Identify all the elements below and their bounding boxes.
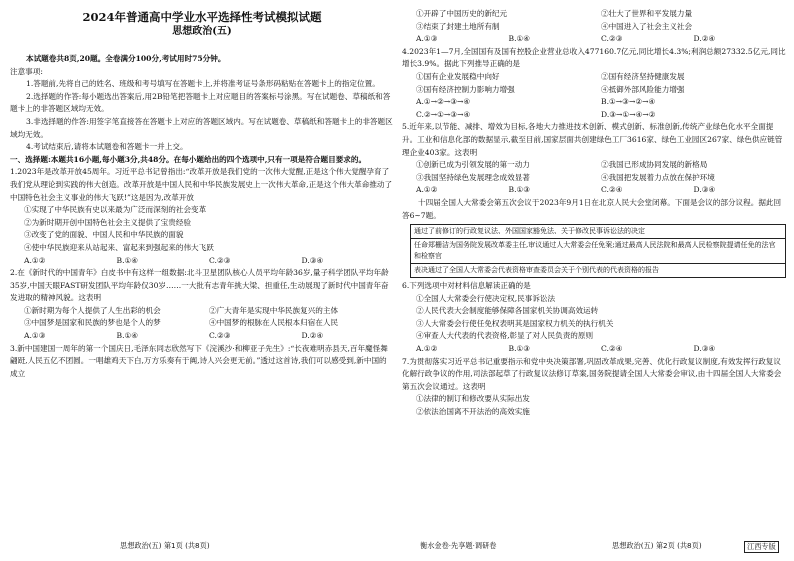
q4-choices-row: [402, 109, 786, 122]
q2-option: ③中国梦是国家和民族的梦也是个人的梦: [24, 318, 161, 328]
choice-a: A.①②: [416, 344, 438, 354]
question-3-stem: 3.新中国建国一周年的第一个国庆日,毛泽东同志欣然写下《浣溪沙·和柳亚子先生》:“长夜难明赤县天,百年魔怪舞翩跹,人民五亿不团圆。一唱雄鸡天下白,万方乐奏有于阗,诗人兴会更无前。”透过这首诗,我们可以感受到,新中国的成立: [10, 343, 388, 378]
choice-a: A.①→②→③→④: [416, 97, 471, 107]
q4-option: ④抵御外部风险能力增强: [601, 84, 685, 94]
q3-option: ②壮大了世界和平发展力量: [601, 9, 693, 18]
q5-option: ①创新已成为引领发展的第一动力: [416, 160, 530, 170]
q6-option: ③人大常委会行使任免权表明其是国家权力机关的执行机关: [416, 318, 614, 328]
q1-choices: [10, 255, 394, 268]
choice-b: B.①④: [116, 331, 139, 341]
choice-c: C.②③: [209, 255, 231, 265]
q1-option: ③改变了党的面貌、中国人民和中华民族的面貌: [24, 230, 184, 240]
choice-b: B.①④: [508, 34, 531, 44]
choice-d: D.③→①→④→②: [601, 109, 656, 119]
choice-c: C.②④: [601, 185, 623, 195]
question-7-stem: 7.为贯彻落实习近平总书记重要指示和党中央决策部署,巩固改革成果,完善、优化行政复议制度,有效发挥行政复议化解行政争议的作用,司法部起草了行政复议法修订草案,国务院提请全国人大常委会审议,由十四届全国人大常委会第五次会议通过。这表明: [402, 356, 782, 391]
choice-c: C.②④: [601, 344, 623, 354]
q2-option: ②广大青年是实现中华民族复兴的主体: [209, 305, 339, 315]
agenda-row: 表决通过了全国人大常委会代表资格审查委员会关于个别代表的代表资格的报告: [414, 266, 659, 275]
choice-a: A.①③: [416, 34, 438, 44]
material-intro: 十四届全国人大常委会第五次会议于2023年9月1日在北京人民大会堂闭幕。下面是会议的部分议程。据此回答6~7题。: [402, 197, 782, 220]
footer-edition-tag: 江西专版: [744, 541, 779, 553]
q2-option: ①新时期为每个人提供了人生出彩的机会: [24, 305, 161, 315]
footer-page-right: 思想政治(五) 第2页 (共8页): [612, 541, 702, 550]
agenda-row: 任命郑栅洁为国务院发展改革委主任,审议通过人大常委会任免案;通过最高人民法院和最高人民检察院提请任免的法官和检察官: [411, 239, 785, 264]
exam-subtitle: 思想政治(五): [172, 26, 232, 37]
q5-option: ③我国坚持绿色发展理念成效显著: [416, 172, 530, 182]
choice-b: B.①③: [508, 185, 531, 195]
choice-c: C.②③: [601, 34, 623, 44]
question-2-stem: 2.在《新时代的中国青年》白皮书中有这样一组数据:北斗卫星团队核心人员平均年龄36岁,量子科学团队平均年龄35岁,中国天眼FAST研发团队平均年龄仅30岁……一大批有志青年挑大梁、担重任,生动展现了新时代中国青年奋发进取的精神风貌。这表明: [10, 268, 389, 303]
q4-options-row: [402, 84, 786, 97]
q3-option: ①开辟了中国历史的新纪元: [416, 9, 508, 18]
q7-option: ②依法治国离不开法治的高效实施: [416, 407, 530, 417]
section-heading: 一、选择题:本题共16小题,每小题3分,共48分。在每小题给出的四个选项中,只有一项是符合题目要求的。: [10, 154, 367, 164]
q3-option: ③结束了封建土地所有制: [416, 21, 500, 31]
q1-option: ①实现了中华民族有史以来最为广泛而深刻的社会变革: [24, 205, 207, 215]
footer-page-left: 思想政治(五) 第1页 (共8页): [120, 541, 210, 550]
choice-a: A.①②: [416, 185, 438, 195]
q3-options-row: [402, 21, 786, 34]
agenda-row: 通过了前修订的行政复议法、外国国家豁免法、关于修改民事诉讼法的决定: [411, 225, 785, 239]
question-4-stem: 4.2023年1—7月,全国国有及国有控股企业营业总收入477160.7亿元,同比增长4.3%;利润总额27332.5亿元,同比增长3.9%。据此下列推导正确的是: [402, 46, 786, 69]
question-5-stem: 5.近年来,以节能、减排、增效为目标,各地大力推进技术创新、模式创新、标准创新,传统产业绿色化水平全面提升。工业和信息化部的数据显示,截至目前,国家层面共创建绿色工厂3616家、绿色工业园区267家、绿色供应链管理企业403家。这表明: [402, 122, 783, 157]
note-item: 2.选择题的作答:每小题选出答案后,用2B铅笔把答题卡上对应题目的答案标号涂黑。写在试题卷、草稿纸和答题卡上的非答题区域均无效。: [10, 91, 391, 114]
q5-option: ④我国把发展着力点放在保护环境: [601, 172, 715, 182]
q4-option: ③国有经济控制力影响力增强: [416, 84, 515, 94]
choice-c: C.②③: [209, 331, 231, 341]
right-column: [402, 8, 786, 419]
note-item: 4.考试结束后,请将本试题卷和答题卡一并上交。: [26, 142, 188, 152]
q1-option: ④使中华民族迎来从站起来、富起来到强起来的伟大飞跃: [24, 242, 214, 252]
choice-a: A.①②: [24, 255, 46, 265]
q6-option: ④审查人大代表的代表资格,彰显了对人民负责的原则: [416, 331, 594, 341]
footer-publisher: 衡水金卷·先享题·调研卷: [420, 541, 497, 550]
choice-b: B.①③: [508, 344, 531, 354]
q3-choices: [402, 33, 786, 46]
q4-option: ②国有经济坚持健康发展: [601, 71, 685, 81]
q5-options-row: [402, 172, 786, 185]
choice-d: D.②④: [301, 331, 324, 341]
notes-heading: 注意事项:: [10, 66, 43, 76]
q6-choices: [402, 343, 786, 356]
q4-option: ①国有企业发展稳中向好: [416, 71, 500, 81]
choice-d: D.③④: [693, 185, 716, 195]
choice-c: C.②→①→③→④: [416, 109, 471, 119]
q5-choices: [402, 184, 786, 197]
note-item: 3.非选择题的作答:用签字笔直接答在答题卡上对应的答题区域内。写在试题卷、草稿纸和答题卡上的非答题区域均无效。: [10, 116, 393, 139]
q1-option: ②为新时期开创中国特色社会主义提供了宝贵经验: [24, 217, 192, 227]
agenda-table: [410, 224, 786, 278]
q4-options-row: [402, 71, 786, 84]
q2-choices: [10, 330, 394, 343]
q4-choices-row: [402, 96, 786, 109]
q5-options-row: [402, 159, 786, 172]
choice-d: D.③④: [693, 344, 716, 354]
question-1-stem: 1.2023年是改革开放45周年。习近平总书记曾指出:“改革开放是我们党的一次伟大觉醒,正是这个伟大觉醒孕育了我们党从理论到实践的伟大创造。改革开放是中国人民和中华民族发展史上一次伟大革命,正是这个伟大革命推动了中国特色社会主义事业的伟大飞跃!”这是因为,改革开放: [10, 167, 393, 202]
note-item: 1.答题前,先将自己的姓名、班级和考号填写在答题卡上,并将准考证号条形码粘贴在答题卡上的指定位置。: [26, 79, 380, 89]
question-6-stem: 6.下列选项中对材料信息解读正确的是: [402, 281, 531, 291]
choice-b: B.①→③→②→④: [601, 97, 656, 107]
choice-a: A.①③: [24, 331, 46, 341]
exam-title: 2024年普通高中学业水平选择性考试模拟试题: [82, 10, 322, 24]
choice-b: B.①④: [116, 255, 139, 265]
q2-options-row: [10, 317, 394, 330]
q7-option: ①法律的制订和修改要从实际出发: [416, 394, 530, 404]
q2-options-row: [10, 305, 394, 318]
exam-intro: 本试题卷共8页,20题。全卷满分100分,考试用时75分钟。: [26, 54, 226, 63]
left-column: [10, 8, 394, 380]
q6-option: ①全国人大常委会行使决定权,民事诉讼法: [416, 293, 556, 303]
q3-options-row: [402, 8, 786, 21]
choice-d: D.②④: [693, 34, 716, 44]
q2-option: ④中国梦的根脉在人民根本归宿在人民: [209, 318, 339, 328]
q5-option: ②我国已形成协同发展的新格局: [601, 160, 708, 170]
choice-d: D.③④: [301, 255, 324, 265]
q6-option: ②人民代表大会制度能够保障各国家机关协调高效运转: [416, 306, 599, 316]
q3-option: ④中国进入了社会主义社会: [601, 21, 693, 31]
